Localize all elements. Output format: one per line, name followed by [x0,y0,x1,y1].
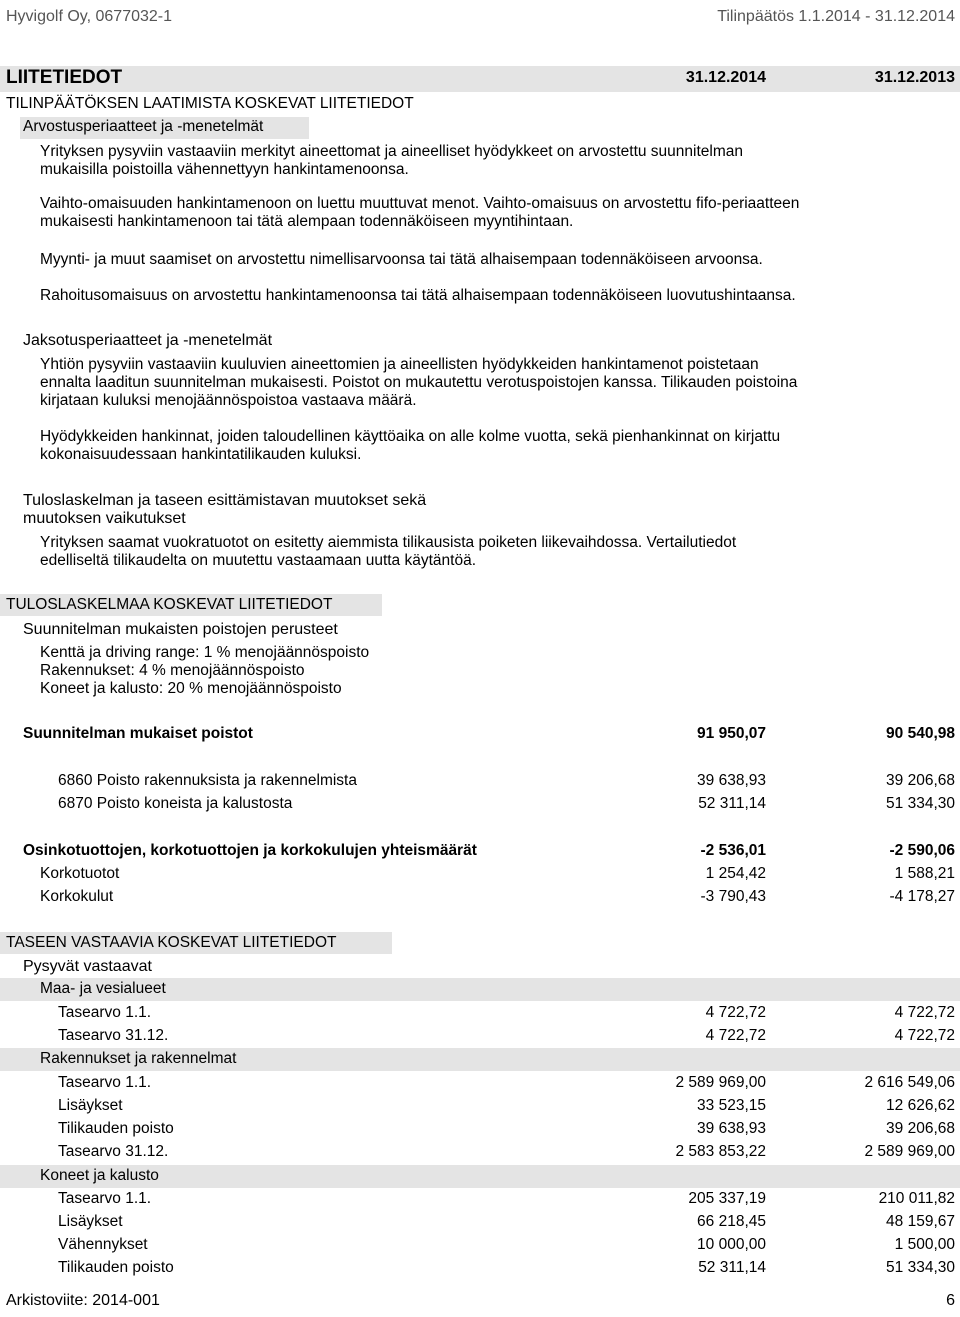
paragraph: Yhtiön pysyviin vastaaviin kuuluvien aineettomien ja aineellisten hyödykkeiden hankintamenot poistetaan [40,356,759,373]
subsection-band [20,117,309,139]
column-header-2014: 31.12.2014 [685,69,766,86]
list-item: Kenttä ja driving range: 1 % menojäännöspoisto [40,644,370,661]
paragraph: edelliseltä tilikaudelta on muutettu vastaamaan uutta käytäntöä. [40,552,476,569]
paragraph: Yrityksen saamat vuokratuotot on esitetty aiemmista tilikausista poiketen liikevaihdossa. Vertailutiedot [40,534,737,551]
section-title-principles: TILINPÄÄTÖKSEN LAATIMISTA KOSKEVAT LIITETIEDOT [6,95,414,112]
table-row-label: Vähennykset [58,1236,148,1253]
subsection-fixed-assets: Pysyvät vastaavat [23,958,152,975]
subsection-presentation-changes: Tuloslaskelman ja taseen esittämistavan muutokset sekä [23,492,427,509]
group-buildings-label: Rakennukset ja rakennelmat [40,1050,237,1067]
section-title-assets: TASEEN VASTAAVIA KOSKEVAT LIITETIEDOT [6,934,337,951]
table-cell: 51 334,30 [886,1259,955,1276]
paragraph: Rahoitusomaisuus on arvostettu hankintamenoonsa tai tätä alhaisempaan todennäköiseen luovutushintaansa. [40,287,796,304]
subsection-presentation-changes-2: muutoksen vaikutukset [23,510,186,527]
paragraph: ennalta laaditun suunnitelman mukaisesti. Poistot on mukautettu verotuspoistojen kanssa. Tilikauden poistoina [40,374,798,391]
table-cell: 52 311,14 [698,1259,766,1276]
table-cell: 33 523,15 [697,1097,766,1114]
section-band [0,932,392,954]
table-cell: 4 722,72 [705,1027,766,1044]
table-cell: 39 638,93 [697,772,766,789]
subsection-valuation: Arvostusperiaatteet ja -menetelmät [23,118,264,135]
table-cell: 4 722,72 [705,1004,766,1021]
table-cell: 39 206,68 [886,1120,955,1137]
table-cell: 2 589 969,00 [864,1143,955,1160]
depreciation-total-2014: 91 950,07 [697,725,766,742]
group-band [0,1048,960,1071]
subsection-accrual: Jaksotusperiaatteet ja -menetelmät [23,332,273,349]
paragraph: mukaisesti hankintamenoon tai tätä alempaan todennäköiseen myyntihintaan. [40,213,574,230]
group-land-label: Maa- ja vesialueet [40,980,166,997]
table-cell: 1 588,21 [894,865,955,882]
table-cell: 4 722,72 [894,1004,955,1021]
paragraph: kirjataan kuluksi menojäännöspoistoa vastaava määrä. [40,392,417,409]
paragraph: mukaisilla poistoilla vähennettyyn hankintamenoonsa. [40,161,409,178]
list-item: Koneet ja kalusto: 20 % menojäännöspoisto [40,680,342,697]
table-row-label: Korkotuotot [40,865,120,882]
table-row-label: Tasearvo 1.1. [58,1190,152,1207]
column-header-2013: 31.12.2013 [874,69,955,86]
table-row-label: Tilikauden poisto [58,1120,174,1137]
table-cell: 10 000,00 [697,1236,766,1253]
table-cell: -4 178,27 [889,888,955,905]
group-band [0,1165,960,1188]
page-number: 6 [946,1292,955,1309]
group-band [0,978,960,1001]
table-row-label: 6860 Poisto rakennuksista ja rakennelmista [58,772,357,789]
table-cell: 39 638,93 [697,1120,766,1137]
list-item: Rakennukset: 4 % menojäännöspoisto [40,662,305,679]
table-cell: 1 254,42 [705,865,766,882]
financial-total-label: Osinkotuottojen, korkotuottojen ja korkokulujen yhteismäärät [23,842,477,859]
table-row-label: Lisäykset [58,1213,123,1230]
table-row-label: Tasearvo 1.1. [58,1074,152,1091]
table-row-label: Korkokulut [40,888,114,905]
archive-reference: Arkistoviite: 2014-001 [6,1292,160,1309]
section-band [0,594,382,616]
table-cell: 2 589 969,00 [675,1074,766,1091]
table-cell: 52 311,14 [698,795,766,812]
table-cell: 48 159,67 [886,1213,955,1230]
table-cell: 2 616 549,06 [864,1074,955,1091]
table-cell: 39 206,68 [886,772,955,789]
table-row-label: Tasearvo 1.1. [58,1004,152,1021]
table-cell: 1 500,00 [894,1236,955,1253]
table-cell: 4 722,72 [894,1027,955,1044]
table-row-label: Tilikauden poisto [58,1259,174,1276]
paragraph: Hyödykkeiden hankinnat, joiden taloudellinen käyttöaika on alle kolme vuotta, sekä pienhankinnat on kirjattu [40,428,781,445]
table-cell: 2 583 853,22 [675,1143,766,1160]
paragraph: kokonaisuudessaan hankintatilikauden kuluksi. [40,446,362,463]
period: Tilinpäätös 1.1.2014 - 31.12.2014 [717,8,955,25]
table-cell: 210 011,82 [878,1190,955,1207]
table-row-label: Tasearvo 31.12. [58,1027,169,1044]
paragraph: Vaihto-omaisuuden hankintamenoon on luettu muuttuvat menot. Vaihto-omaisuus on arvostettu fifo-periaatteen [40,195,800,212]
table-row-label: Tasearvo 31.12. [58,1143,169,1160]
subsection-depreciation-basis: Suunnitelman mukaisten poistojen perusteet [23,621,338,638]
company-name: Hyvigolf Oy, 0677032-1 [6,8,173,25]
table-cell: 205 337,19 [688,1190,766,1207]
table-cell: 51 334,30 [886,795,955,812]
group-machinery-label: Koneet ja kalusto [40,1167,159,1184]
table-row-label: 6870 Poisto koneista ja kalustosta [58,795,293,812]
depreciation-total-2013: 90 540,98 [886,725,955,742]
table-cell: -3 790,43 [700,888,766,905]
table-row-label: Lisäykset [58,1097,123,1114]
table-cell: 12 626,62 [886,1097,955,1114]
paragraph: Myynti- ja muut saamiset on arvostettu nimellisarvoonsa tai tätä alhaisempaan todennäköiseen arvoonsa. [40,251,763,268]
financial-total-2014: -2 536,01 [700,842,766,859]
depreciation-total-label: Suunnitelman mukaiset poistot [23,725,253,742]
main-title-band [0,66,960,92]
table-cell: 66 218,45 [697,1213,766,1230]
financial-total-2013: -2 590,06 [889,842,955,859]
main-title: LIITETIEDOT [6,67,123,88]
section-title-income: TULOSLASKELMAA KOSKEVAT LIITETIEDOT [6,596,333,613]
paragraph: Yrityksen pysyviin vastaaviin merkityt aineettomat ja aineelliset hyödykkeet on arvostettu suunnitelman [40,143,744,160]
